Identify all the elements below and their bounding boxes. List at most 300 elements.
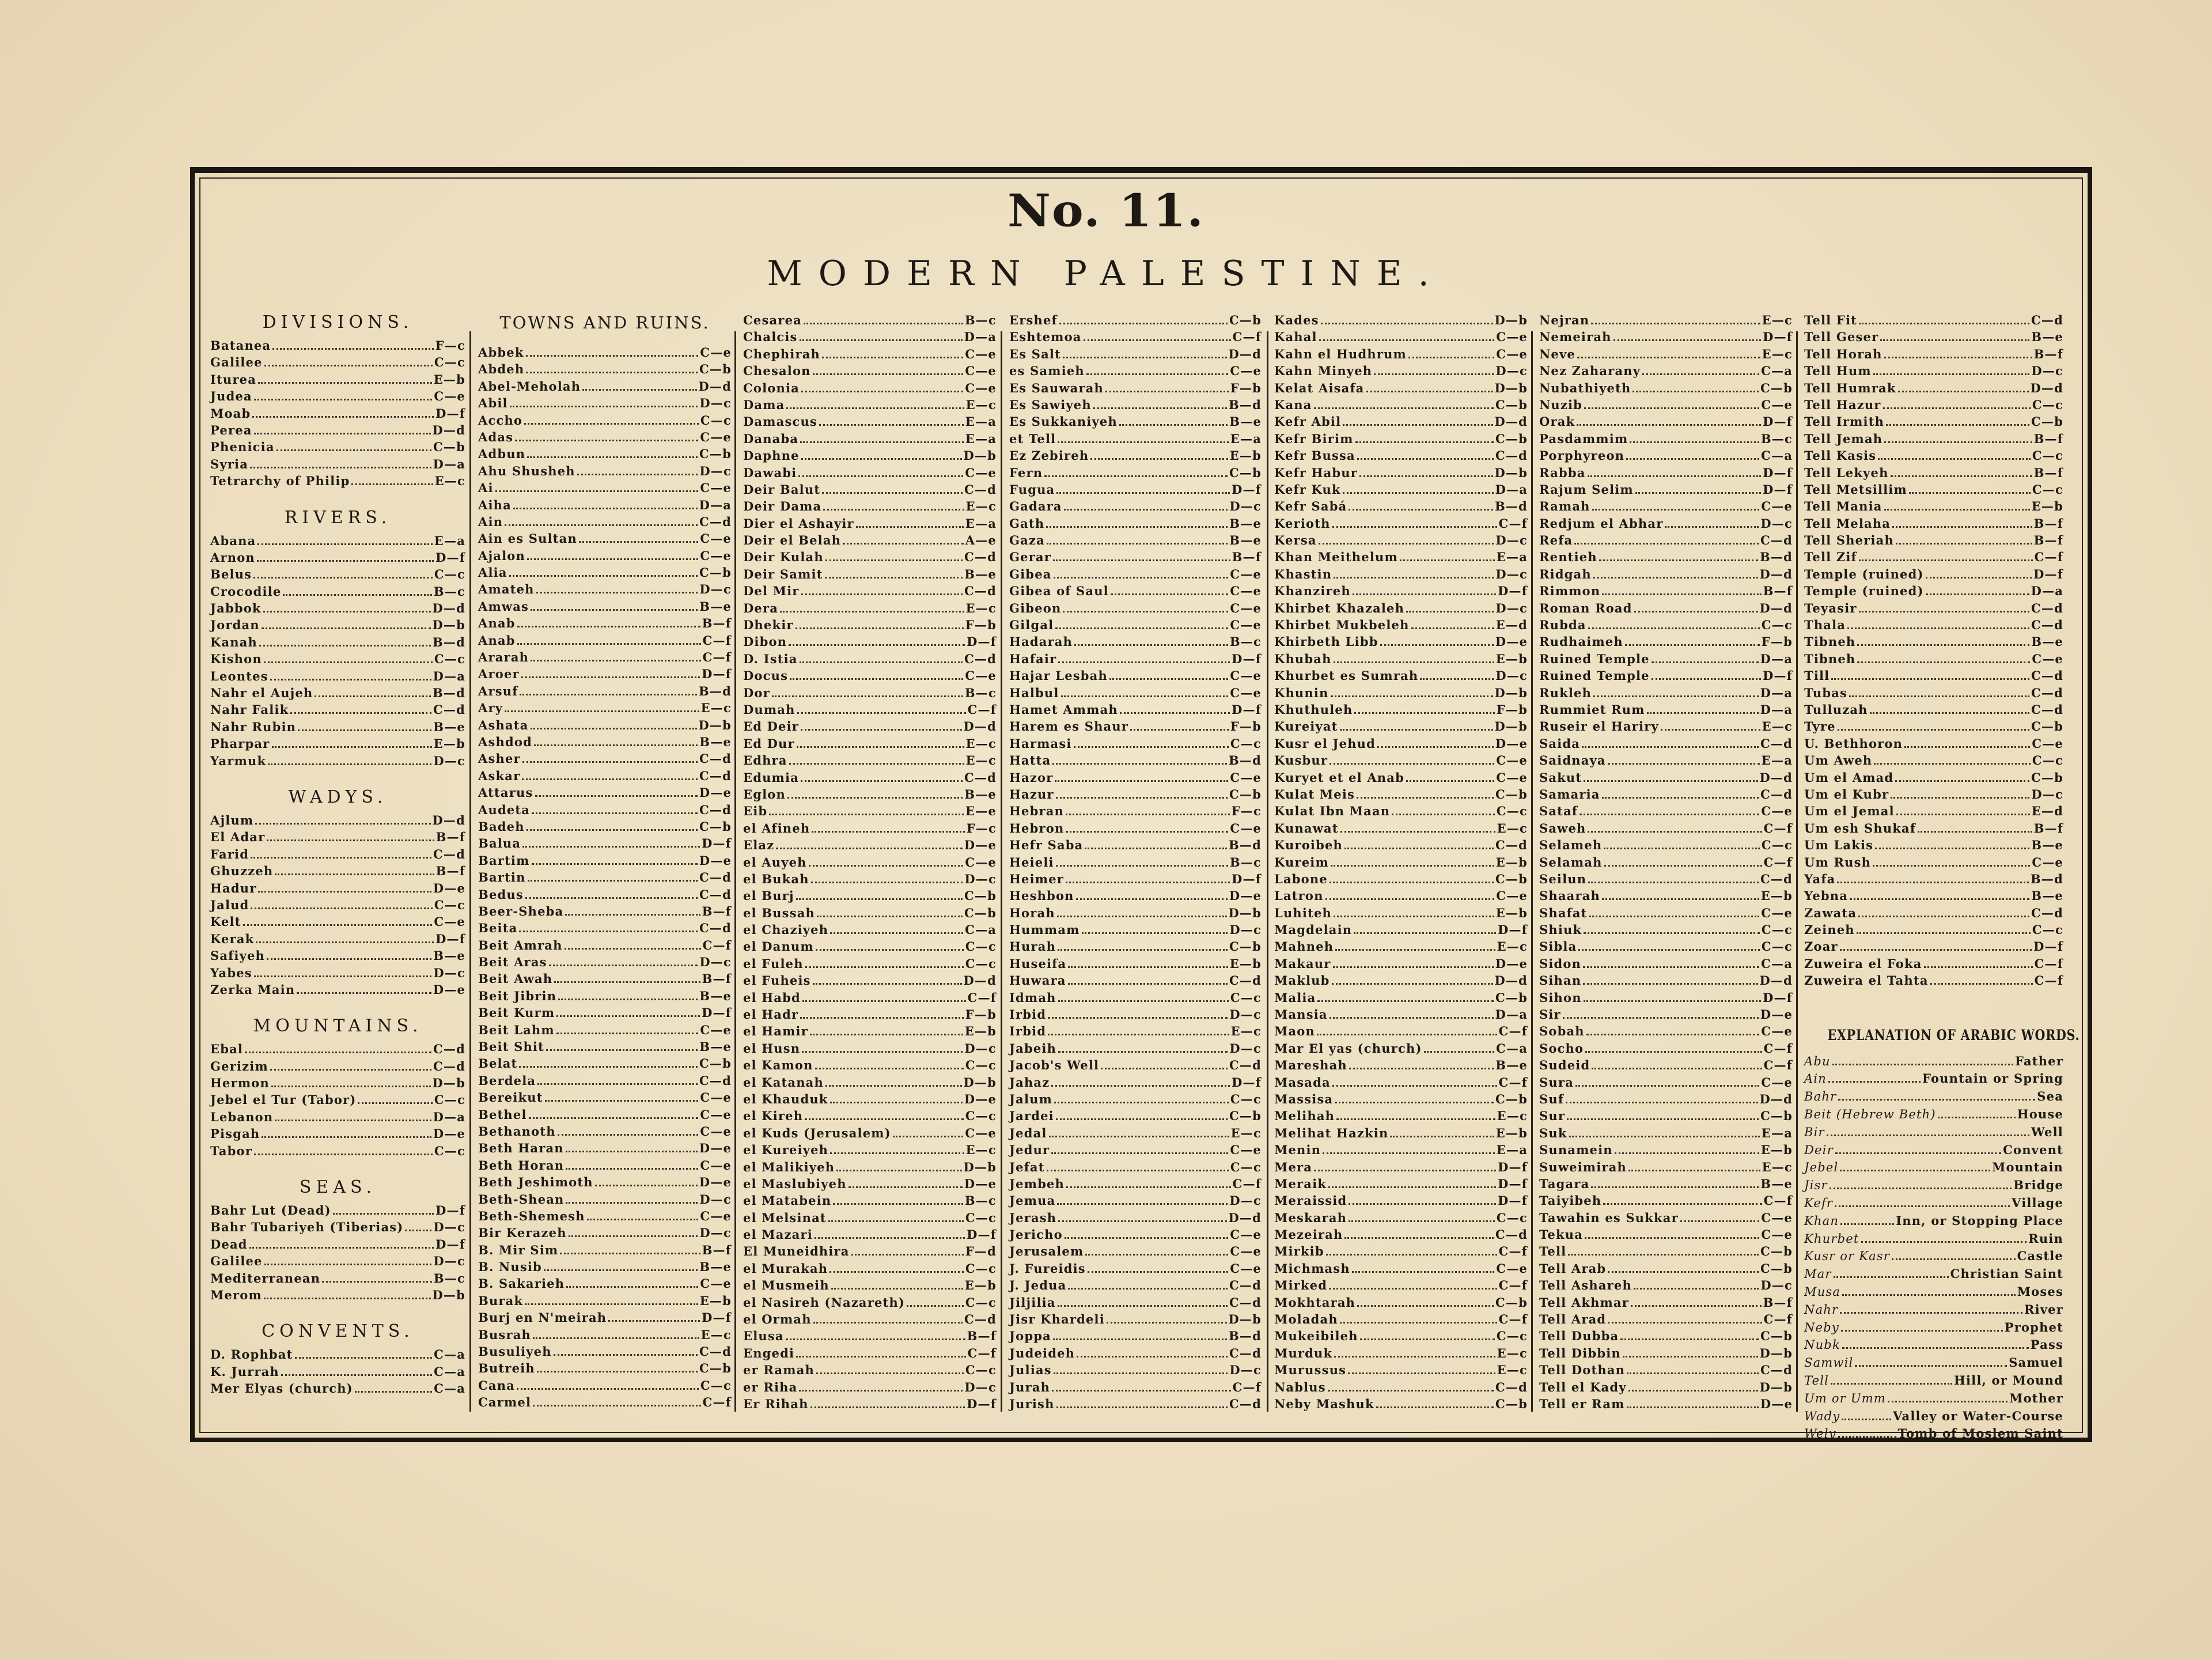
arabic-word-entry xyxy=(1804,1354,2063,1372)
index-entry xyxy=(478,463,732,479)
grid-reference: E—a xyxy=(965,431,997,446)
grid-reference: D—f xyxy=(2033,566,2063,581)
index-entry xyxy=(1804,430,2063,447)
grid-reference: E—c xyxy=(700,701,732,716)
index-entry xyxy=(1009,380,1262,396)
grid-reference: C—e xyxy=(1230,618,1262,633)
dot-leader xyxy=(1085,848,1226,849)
dot-leader xyxy=(1577,424,1761,426)
grid-reference: C—e xyxy=(1230,820,1262,835)
place-name: el Fuheis xyxy=(743,973,811,988)
index-entry xyxy=(743,667,997,684)
place-name: et Tell xyxy=(1009,431,1056,446)
dot-leader xyxy=(851,1254,964,1256)
grid-reference: C—c xyxy=(1230,736,1262,751)
index-entry xyxy=(1539,1277,1793,1294)
grid-reference: B—e xyxy=(433,719,465,734)
index-entry xyxy=(743,1243,997,1260)
index-entry xyxy=(1274,600,1528,617)
index-entry xyxy=(478,1191,732,1208)
arabic-word-entry xyxy=(1804,1390,2063,1408)
section-heading: DIVISIONS. xyxy=(262,312,414,332)
index-entry xyxy=(1274,396,1528,413)
dot-leader xyxy=(290,712,431,714)
grid-reference: E—c xyxy=(1497,1345,1528,1360)
place-name: Ebal xyxy=(210,1042,244,1057)
place-name: el Danum xyxy=(743,939,814,954)
dot-leader xyxy=(797,746,964,748)
dot-leader xyxy=(262,627,431,629)
grid-reference: C—b xyxy=(1229,786,1262,801)
column-towns-2 xyxy=(743,312,997,1412)
arabic-term: Wady xyxy=(1804,1409,1840,1423)
dot-leader xyxy=(1891,797,2029,799)
dot-leader xyxy=(1424,1051,1494,1053)
index-entry xyxy=(478,988,732,1004)
dot-leader xyxy=(836,1170,961,1171)
place-name: Hurah xyxy=(1009,939,1056,954)
grid-reference: D—f xyxy=(435,550,465,565)
place-name: Kusr el Jehud xyxy=(1274,736,1376,751)
place-name: Es Salt xyxy=(1009,346,1061,361)
place-name: Sidon xyxy=(1539,956,1582,971)
place-name: Meraik xyxy=(1274,1176,1327,1191)
dot-leader xyxy=(1604,865,1762,867)
index-entry xyxy=(743,989,997,1006)
place-name: Selameh xyxy=(1539,838,1603,853)
place-name: Tyre xyxy=(1804,719,1836,734)
dot-leader xyxy=(1066,831,1228,833)
grid-reference: D—f xyxy=(1763,414,1793,429)
place-name: Jedur xyxy=(1009,1143,1050,1158)
grid-reference: B—f xyxy=(435,830,465,845)
grid-reference: D—a xyxy=(433,456,465,471)
index-entry xyxy=(1274,735,1528,752)
grid-reference: D—f xyxy=(1498,584,1528,599)
place-name: Temple (ruined) xyxy=(1804,566,1924,581)
grid-reference: B—d xyxy=(1228,397,1262,412)
dot-leader xyxy=(1625,644,1760,646)
place-name: Hazur xyxy=(1009,786,1054,801)
grid-reference: E—c xyxy=(1762,719,1793,734)
dot-leader xyxy=(1420,678,1494,680)
index-entry xyxy=(1274,820,1528,837)
dot-leader xyxy=(1857,644,2029,646)
index-entry xyxy=(478,869,732,886)
dot-leader xyxy=(546,1049,698,1051)
place-name: Selamah xyxy=(1539,854,1603,869)
place-name: el Ormah xyxy=(743,1312,812,1327)
dot-leader xyxy=(796,627,964,629)
dot-leader xyxy=(513,508,698,509)
index-entry xyxy=(1009,1159,1262,1175)
grid-reference: C—d xyxy=(964,770,997,785)
place-name: Audeta xyxy=(478,802,531,817)
grid-reference: C—e xyxy=(700,548,732,563)
grid-reference: C—e xyxy=(700,345,732,360)
english-meaning: Hill, or Mound xyxy=(1953,1372,2063,1387)
place-name: el Maslubiyeh xyxy=(743,1176,847,1191)
dot-leader xyxy=(1918,831,2032,833)
grid-reference: B—d xyxy=(2030,871,2063,886)
index-entry xyxy=(1804,413,2063,430)
place-name: Huwara xyxy=(1009,973,1066,988)
place-name: Melihah xyxy=(1274,1109,1335,1124)
index-entry xyxy=(1539,752,1793,769)
index-entry xyxy=(210,981,465,998)
place-name: Tell Dibbin xyxy=(1539,1345,1621,1360)
dot-leader xyxy=(1884,441,2032,443)
index-entry xyxy=(1539,718,1793,735)
grid-reference: C—e xyxy=(700,531,732,546)
index-entry xyxy=(743,769,997,786)
dot-leader xyxy=(245,1052,431,1053)
place-name: el Kamon xyxy=(743,1058,813,1073)
place-name: Kelt xyxy=(210,914,241,929)
dot-leader xyxy=(843,543,964,544)
place-name: Tell Hazur xyxy=(1804,397,1881,412)
place-name: el Kureiyeh xyxy=(743,1143,829,1158)
grid-reference: D—a xyxy=(1495,1007,1528,1022)
place-name: D. Istia xyxy=(743,651,798,666)
place-name: Gaza xyxy=(1009,533,1045,548)
place-name: Moab xyxy=(210,406,251,421)
dot-leader xyxy=(1321,323,1493,324)
dot-leader xyxy=(1635,492,1761,494)
index-entry xyxy=(1009,1192,1262,1209)
grid-reference: C—e xyxy=(434,914,465,929)
index-entry xyxy=(1274,1379,1528,1396)
place-name: Nemeirah xyxy=(1539,330,1612,345)
place-name: Hermon xyxy=(210,1076,270,1091)
plate-number: No. 11. xyxy=(1007,184,1205,237)
grid-reference: B—e xyxy=(2031,330,2063,345)
place-name: Um el Jemal xyxy=(1804,804,1895,819)
index-section xyxy=(210,1173,465,1303)
towns-heading: TOWNS AND RUINS. xyxy=(499,313,710,332)
grid-reference: D—d xyxy=(1759,1091,1793,1106)
grid-reference: D—b xyxy=(963,448,997,463)
index-entry xyxy=(743,346,997,362)
english-meaning: Samuel xyxy=(2009,1355,2063,1370)
dot-leader xyxy=(830,1152,964,1154)
place-name: Kahn Minyeh xyxy=(1274,364,1373,379)
place-name: Khastin xyxy=(1274,566,1332,581)
place-name: Tell Mania xyxy=(1804,499,1883,514)
index-entry xyxy=(1804,769,2063,786)
index-entry xyxy=(210,600,465,617)
dot-leader xyxy=(1047,1170,1229,1171)
grid-reference: B—f xyxy=(2033,533,2063,548)
dot-leader xyxy=(1058,441,1228,443)
place-name: Labone xyxy=(1274,871,1328,886)
place-name: Jerusalem xyxy=(1009,1244,1084,1259)
dot-leader xyxy=(533,1337,699,1339)
place-name: Sakut xyxy=(1539,770,1582,785)
place-name: Ai xyxy=(478,481,494,496)
dot-leader xyxy=(272,348,433,350)
english-meaning: Bridge xyxy=(2013,1178,2063,1193)
index-entry xyxy=(210,947,465,964)
place-name: Carmel xyxy=(478,1395,532,1410)
place-name: Tell Arad xyxy=(1539,1312,1607,1327)
index-entry xyxy=(1539,312,1793,328)
dot-leader xyxy=(789,644,965,646)
index-entry xyxy=(743,1040,997,1057)
index-entry xyxy=(1539,532,1793,549)
index-entry xyxy=(743,1141,997,1158)
place-name: Tell Sheriah xyxy=(1804,533,1894,548)
index-entry xyxy=(1274,1040,1528,1057)
grid-reference: C—d xyxy=(1760,1363,1793,1378)
grid-reference: D—c xyxy=(699,1226,732,1241)
dot-leader xyxy=(1623,1356,1758,1358)
place-name: Kefr Birim xyxy=(1274,431,1354,446)
place-name: Khirbet Mukbeleh xyxy=(1274,618,1410,633)
grid-reference: C—e xyxy=(2032,736,2063,751)
place-name: Temple (ruined) xyxy=(1804,584,1924,599)
place-name: Burak xyxy=(478,1293,524,1308)
dot-leader xyxy=(1898,391,2029,392)
dot-leader xyxy=(787,797,963,799)
place-name: Berdela xyxy=(478,1073,536,1088)
index-entry xyxy=(1009,752,1262,769)
place-name: B. Mir Sim xyxy=(478,1242,559,1257)
dot-leader xyxy=(525,1303,698,1305)
grid-reference: E—a xyxy=(1761,753,1793,768)
grid-reference: D—f xyxy=(1498,922,1528,937)
grid-reference: E—c xyxy=(434,474,465,489)
dot-leader xyxy=(554,981,700,983)
dot-leader xyxy=(1884,509,2030,511)
grid-reference: B—e xyxy=(964,566,997,581)
dot-leader xyxy=(1374,373,1494,375)
place-name: Kunawat xyxy=(1274,820,1339,835)
dot-leader xyxy=(1831,678,2029,680)
grid-reference: D—c xyxy=(1760,516,1793,531)
dot-leader xyxy=(801,780,963,782)
place-name: Kanah xyxy=(210,634,258,649)
dot-leader xyxy=(1323,1152,1495,1154)
dot-leader xyxy=(1056,797,1228,799)
place-name: Mirked xyxy=(1274,1278,1328,1293)
dot-leader xyxy=(1319,543,1494,544)
index-entry xyxy=(478,1242,732,1258)
place-name: er Riha xyxy=(743,1379,798,1394)
dot-leader xyxy=(549,965,698,966)
index-entry xyxy=(210,1363,465,1380)
grid-reference: B—e xyxy=(1229,533,1262,548)
arabic-term: Musa xyxy=(1804,1284,1841,1299)
column-towns-4 xyxy=(1274,312,1528,1412)
place-name: Pharpar xyxy=(210,736,270,751)
dot-leader xyxy=(522,778,698,780)
place-name: Aroer xyxy=(478,667,520,682)
index-entry xyxy=(1539,1175,1793,1192)
index-entry xyxy=(478,1377,732,1394)
dot-leader xyxy=(1589,916,1760,917)
dot-leader xyxy=(804,323,963,324)
dot-leader xyxy=(1591,323,1760,324)
index-entry xyxy=(1274,532,1528,549)
grid-reference: C—d xyxy=(433,1058,465,1073)
grid-reference: D—b xyxy=(432,618,465,633)
dot-leader xyxy=(1896,543,2032,544)
dot-leader xyxy=(527,829,698,831)
arabic-word-entry xyxy=(1804,1301,2063,1319)
place-name: Adbun xyxy=(478,447,526,462)
grid-reference: C—b xyxy=(1229,1109,1262,1124)
grid-reference: C—d xyxy=(699,1344,732,1359)
place-name: Beit Shit xyxy=(478,1039,545,1054)
dot-leader xyxy=(800,661,963,663)
grid-reference: E—c xyxy=(1230,1125,1262,1140)
index-entry xyxy=(210,1270,465,1287)
grid-reference: D—c xyxy=(1229,1041,1262,1056)
dot-leader xyxy=(1568,1254,1759,1256)
index-entry xyxy=(743,617,997,633)
index-entry xyxy=(1009,1175,1262,1192)
dot-leader xyxy=(1334,1356,1495,1358)
grid-reference: E—c xyxy=(1762,313,1793,327)
index-entry xyxy=(743,1345,997,1362)
place-name: Badeh xyxy=(478,819,525,834)
place-name: Edhra xyxy=(743,753,787,768)
dot-leader xyxy=(813,983,962,985)
dot-leader xyxy=(805,966,964,968)
dot-leader xyxy=(1857,661,2030,663)
place-name: Till xyxy=(1804,668,1830,683)
dot-leader xyxy=(1584,932,1760,934)
place-name: el Hadr xyxy=(743,1007,799,1022)
grid-reference: F—b xyxy=(1496,702,1528,717)
index-entry xyxy=(1804,651,2063,667)
column-towns-5 xyxy=(1539,312,1793,1412)
grid-reference: D—d xyxy=(432,812,465,827)
dot-leader xyxy=(809,865,964,867)
grid-reference: C—a xyxy=(434,1364,465,1379)
grid-reference: D—c xyxy=(699,396,732,411)
grid-reference: C—e xyxy=(1761,1210,1793,1225)
place-name: Crocodile xyxy=(210,584,282,599)
place-name: Rajum Selim xyxy=(1539,482,1634,497)
dot-leader xyxy=(1630,441,1759,443)
place-name: Latron xyxy=(1274,888,1324,903)
index-entry xyxy=(1539,1125,1793,1141)
grid-reference: B—e xyxy=(699,1039,732,1054)
place-name: Hefr Saba xyxy=(1009,838,1084,853)
dot-leader xyxy=(532,863,698,865)
grid-reference: E—c xyxy=(965,1143,997,1158)
index-entry xyxy=(1539,600,1793,617)
arabic-term: Kusr or Kasr xyxy=(1804,1249,1891,1264)
dot-leader xyxy=(800,441,964,443)
index-entry xyxy=(1274,312,1528,328)
grid-reference: D—b xyxy=(1759,1379,1793,1394)
dot-leader xyxy=(786,407,964,409)
dot-leader xyxy=(268,763,431,765)
dot-leader xyxy=(1058,1051,1228,1053)
place-name: Porphyreon xyxy=(1539,448,1625,463)
grid-reference: D—d xyxy=(1494,973,1528,988)
grid-reference: B—d xyxy=(1228,753,1262,768)
place-name: Colonia xyxy=(743,380,800,395)
index-entry xyxy=(1009,549,1262,565)
place-name: Kana xyxy=(1274,397,1312,412)
index-entry xyxy=(1009,1057,1262,1073)
index-entry xyxy=(1274,871,1528,887)
index-entry xyxy=(1009,921,1262,938)
grid-reference: F—b xyxy=(1230,380,1262,395)
place-name: Hazor xyxy=(1009,770,1054,785)
place-name: Pasdammim xyxy=(1539,431,1628,446)
dot-leader xyxy=(1847,627,2029,629)
place-name: el Fuleh xyxy=(743,956,804,971)
index-entry xyxy=(1804,871,2063,887)
place-name: Beer-Sheba xyxy=(478,903,564,918)
dot-leader xyxy=(1574,543,1759,544)
grid-reference: C—f xyxy=(1763,1193,1793,1208)
dot-leader xyxy=(1058,1305,1228,1307)
english-meaning: Tomb of Moslem Saint xyxy=(1897,1426,2063,1441)
place-name: Eib xyxy=(743,804,768,819)
index-entry xyxy=(210,668,465,685)
index-entry xyxy=(478,1326,732,1343)
dot-leader xyxy=(816,1372,964,1374)
dot-leader xyxy=(528,880,698,882)
dot-leader xyxy=(254,975,432,977)
index-entry xyxy=(478,615,732,632)
index-entry xyxy=(1274,1362,1528,1378)
dot-leader xyxy=(1105,391,1229,392)
grid-reference: C—d xyxy=(1495,1379,1528,1394)
grid-reference: C—e xyxy=(700,481,732,496)
index-entry xyxy=(743,1277,997,1294)
place-name: Deir Kulah xyxy=(743,550,824,565)
dot-leader xyxy=(1857,932,2031,934)
grid-reference: C—c xyxy=(965,956,997,971)
place-name: Kersa xyxy=(1274,533,1317,548)
dot-leader xyxy=(1578,949,1759,951)
dot-leader xyxy=(1563,1017,1759,1019)
place-name: Maon xyxy=(1274,1024,1315,1039)
arabic-word-entry xyxy=(1804,1247,2063,1265)
dot-leader xyxy=(1569,1136,1760,1137)
index-entry xyxy=(1539,1328,1793,1344)
grid-reference: C—d xyxy=(1760,533,1793,548)
grid-reference: D—b xyxy=(1759,1345,1793,1360)
place-name: Kefr Habur xyxy=(1274,465,1358,480)
grid-reference: C—d xyxy=(964,1312,997,1327)
dot-leader xyxy=(1046,526,1228,528)
index-entry xyxy=(1274,413,1528,430)
grid-reference: B—f xyxy=(702,616,732,631)
place-name: Nahr Falik xyxy=(210,702,289,717)
place-name: Jardei xyxy=(1009,1109,1054,1124)
place-name: Um el Kubr xyxy=(1804,786,1889,801)
index-entry xyxy=(1804,617,2063,633)
dot-leader xyxy=(1048,1034,1229,1035)
index-entry xyxy=(478,1208,732,1224)
grid-reference: E—c xyxy=(1497,1109,1528,1124)
grid-reference: C—e xyxy=(1761,1024,1793,1039)
index-entry xyxy=(1009,1091,1262,1107)
dot-leader xyxy=(1608,1271,1759,1273)
place-name: Zeineh xyxy=(1804,922,1855,937)
index-entry xyxy=(478,886,732,903)
index-entry xyxy=(1009,1396,1262,1412)
place-name: Elaz xyxy=(743,838,775,853)
